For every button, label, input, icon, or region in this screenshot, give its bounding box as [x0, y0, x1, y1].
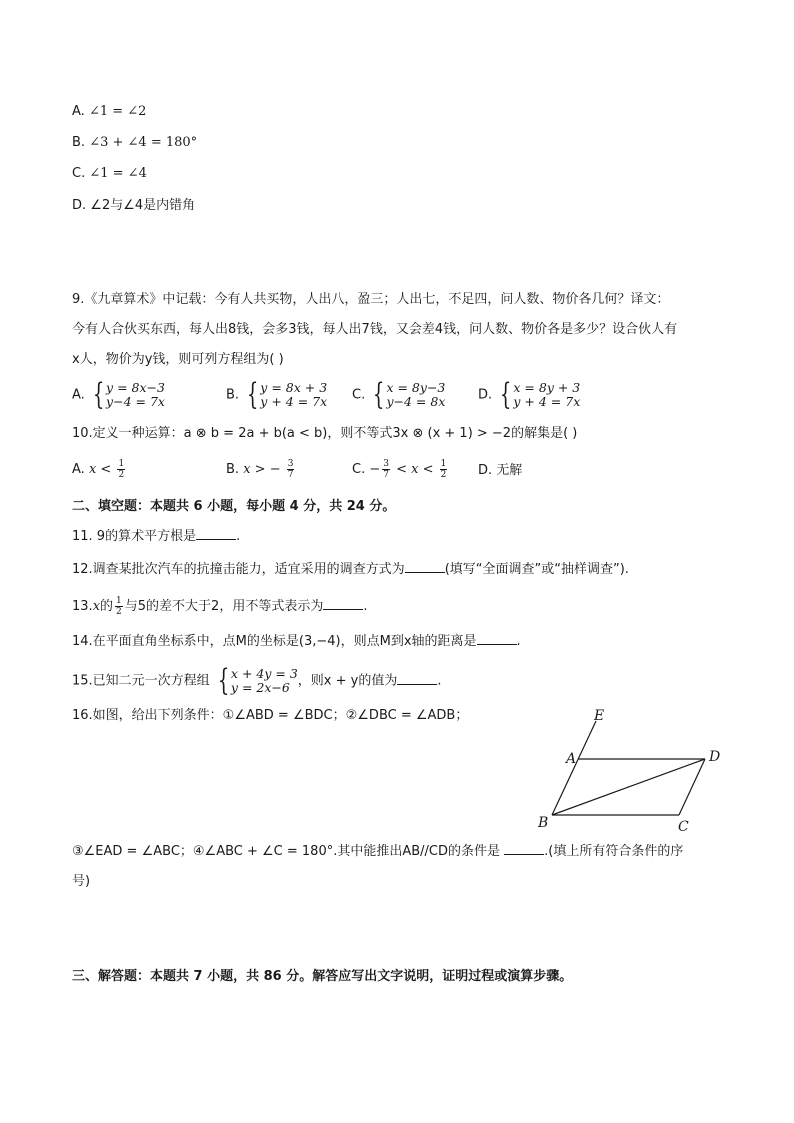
denominator: 2: [116, 607, 122, 617]
brace-icon: {: [247, 377, 259, 412]
option-text: x > −: [243, 462, 281, 477]
q10-option-b: [226, 459, 296, 480]
fraction: [440, 459, 448, 480]
q8-option-a: [72, 102, 146, 122]
point-label-c: C: [678, 819, 689, 835]
question-text: 15.已知二元一次方程组: [72, 673, 210, 689]
fraction: [382, 459, 390, 480]
question-text: 与5的差不大于2，用不等式表示为: [124, 599, 324, 614]
q9-option-c: [352, 377, 446, 412]
fraction: [287, 459, 295, 480]
brace-icon: {: [373, 377, 385, 412]
answer-blank[interactable]: [405, 572, 445, 573]
numerator: 3: [287, 459, 294, 469]
minus-sign: −: [369, 462, 381, 477]
option-text: < x <: [396, 462, 434, 477]
q8-option-b: [72, 133, 197, 153]
option-text: ∠1 = ∠4: [89, 166, 147, 181]
variable: x: [92, 599, 101, 614]
denominator: 7: [287, 470, 294, 480]
option-text: ∠2与∠4是内错角: [90, 198, 196, 213]
equation-row: y−4 = 7x: [106, 394, 165, 409]
equation-row: y = 2x−6: [230, 680, 290, 695]
q13: [72, 596, 367, 617]
option-text: ∠3 + ∠4 = 180°: [89, 135, 198, 150]
option-label: D.: [478, 463, 493, 478]
line-BD: [552, 759, 705, 815]
question-text: .(填上所有符合条件的序: [544, 844, 684, 859]
section-heading-fill-in: 二、填空题：本题共 6 小题，每小题 4 分，共 24 分。: [72, 499, 396, 514]
q9-stem-line2: 今有人合伙买东西，每人出8钱，会多3钱，每人出7钱，又会差4钱，问人数、物价各是多少？设合伙人有: [72, 322, 678, 337]
option-label: C.: [352, 462, 366, 477]
question-text: 14.在平面直角坐标系中，点M的坐标是(3,−4)，则点M到x轴的距离是: [72, 634, 477, 649]
question-text: .: [236, 529, 241, 544]
brace-icon: {: [500, 377, 512, 412]
brace-icon: {: [217, 663, 230, 698]
point-label-a: A: [566, 751, 577, 767]
parallelogram-figure: [530, 704, 730, 839]
option-label: D.: [478, 387, 493, 403]
q15: [72, 663, 442, 698]
numerator: 1: [116, 596, 122, 606]
question-text: .: [363, 599, 368, 614]
option-label: B.: [226, 387, 240, 403]
question-text: ，则x + y的值为: [297, 673, 398, 689]
brace-icon: {: [92, 377, 105, 412]
option-text: ∠1 = ∠2: [88, 104, 147, 119]
q12: [72, 560, 629, 580]
question-text: 12.调查某批次汽车的抗撞击能力，适宜采用的调查方式为: [72, 562, 405, 577]
answer-blank[interactable]: [397, 684, 437, 685]
numerator: 1: [440, 459, 447, 469]
question-text: .: [437, 673, 442, 689]
equation-row: x = 8y + 3: [513, 380, 581, 395]
denominator: 2: [118, 470, 125, 480]
option-label: A.: [72, 387, 85, 403]
option-label: C.: [352, 387, 366, 403]
q9-stem-line3: x人，物价为y钱，则可列方程组为( ): [72, 352, 284, 367]
question-text: 11. 9的算术平方根是: [72, 529, 197, 544]
point-label-b: B: [538, 815, 549, 831]
q9-option-d: [478, 377, 581, 412]
option-label: A.: [72, 104, 85, 119]
answer-blank[interactable]: [196, 539, 236, 540]
numerator: 3: [383, 459, 389, 469]
point-label-e: E: [594, 708, 605, 724]
q8-option-c: [72, 164, 147, 184]
equation-row: y + 4 = 7x: [513, 394, 581, 409]
q9-option-a: [72, 377, 165, 412]
option-label: A.: [72, 462, 85, 477]
question-text: .: [516, 634, 521, 649]
answer-blank[interactable]: [504, 854, 544, 855]
q9-stem-line1: 9.《九章算术》中记载：今有人共买物，人出八，盈三；人出七，不足四，问人数、物价各几何？译文：: [72, 292, 670, 307]
fraction: [115, 596, 123, 617]
equation-row: x + 4y = 3: [230, 666, 298, 681]
q16-line2: [72, 842, 683, 862]
equation-row: x = 8y−3: [386, 380, 446, 395]
equation-row: y = 8x + 3: [260, 380, 328, 395]
option-label: C.: [72, 166, 86, 181]
point-label-d: D: [709, 749, 721, 765]
denominator: 2: [440, 470, 447, 480]
q10-option-a: [72, 459, 127, 480]
answer-blank[interactable]: [477, 644, 517, 645]
answer-blank[interactable]: [323, 609, 363, 610]
question-text: (填写“全面调查”或“抽样调查”).: [444, 562, 629, 577]
q16-line3: 号): [72, 874, 91, 889]
q11: [72, 527, 240, 547]
q10-stem: 10.定义一种运算：a ⊗ b = 2a + b(a < b)，则不等式3x ⊗ (x + 1) > −2的解集是( ): [72, 426, 578, 441]
fraction: [117, 459, 125, 480]
question-text: 的: [100, 599, 114, 614]
numerator: 1: [118, 459, 125, 469]
q16-line1: 16.如图，给出下列条件：①∠ABD = ∠BDC；②∠DBC = ∠ADB；: [72, 708, 469, 723]
q10-option-d: [478, 461, 522, 481]
option-text: 无解: [496, 463, 523, 478]
equation-row: y + 4 = 7x: [260, 394, 328, 409]
option-label: D.: [72, 198, 87, 213]
section-heading-solutions: 三、解答题：本题共 7 小题，共 86 分。解答应写出文字说明，证明过程或演算步骤。: [72, 969, 573, 984]
question-text: 13.: [72, 599, 93, 614]
q9-option-b: [226, 377, 328, 412]
option-text: x <: [88, 462, 112, 477]
denominator: 7: [383, 470, 389, 480]
option-label: B.: [72, 135, 86, 150]
question-text: ③∠EAD = ∠ABC；④∠ABC + ∠C = 180°.其中能推出AB//CD的条件是: [72, 844, 505, 859]
q10-option-c: [352, 459, 449, 480]
q14: [72, 632, 521, 652]
option-label: B.: [226, 462, 240, 477]
equation-row: y = 8x−3: [106, 380, 165, 395]
equation-row: y−4 = 8x: [386, 394, 446, 409]
q8-option-d: [72, 196, 195, 216]
